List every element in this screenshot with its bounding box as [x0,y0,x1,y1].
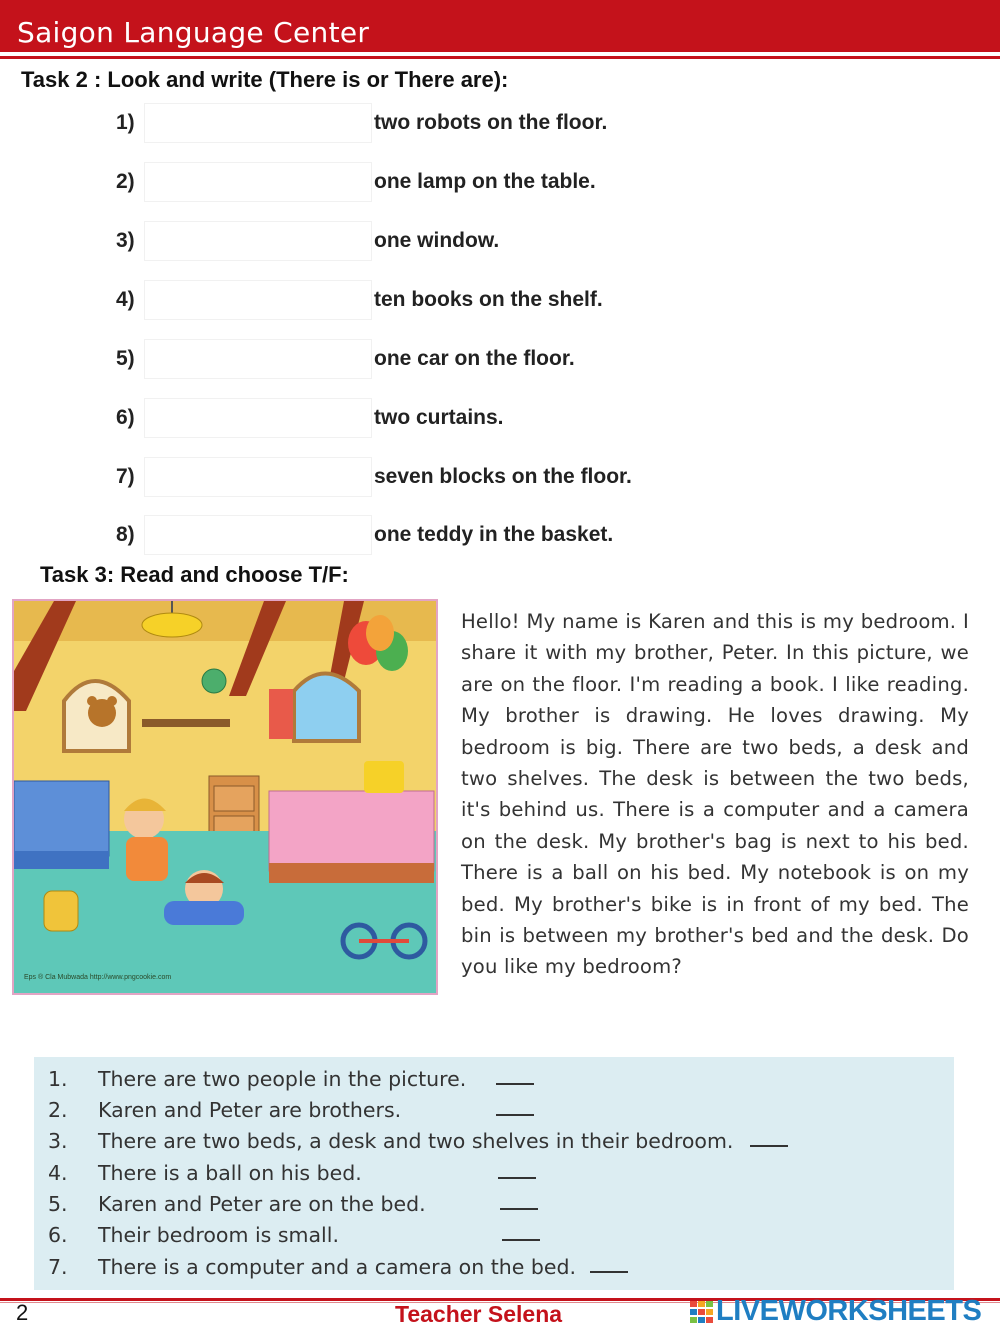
header-bar [0,0,1000,52]
statement-number: 7. [48,1255,68,1279]
task2-row [0,221,1000,261]
answer-blank-5[interactable] [500,1208,538,1210]
liveworksheets-mark-icon [690,1301,714,1323]
header-title: Saigon Language Center [17,16,370,49]
teacher-name: Teacher Selena [395,1301,563,1327]
answer-blank-2[interactable] [496,1114,534,1116]
answer-blank-1[interactable] [496,1083,534,1085]
statement-row [34,1063,954,1095]
statement-number: 3. [48,1129,68,1153]
task2-row [0,457,1000,497]
task3-title: Task 3: Read and choose T/F: [40,562,349,587]
task2-item-text: one lamp on the table. [374,170,596,193]
answer-input-2[interactable] [144,162,372,202]
statement-row [34,1157,954,1189]
answer-input-1[interactable] [144,103,372,143]
answer-blank-4[interactable] [498,1177,536,1179]
statement-row [34,1188,954,1220]
statement-number: 2. [48,1098,68,1122]
task2-row [0,280,1000,320]
task2-item-text: two robots on the floor. [374,111,608,134]
task2-item-text: one window. [374,229,500,252]
statement-number: 1. [48,1067,68,1091]
true-false-panel [34,1057,954,1290]
statement-text: There are two beds, a desk and two shelves in their bedroom. [98,1129,734,1153]
reading-passage: Hello! My name is Karen and this is my bedroom. I share it with my brother, Peter. In this picture, we are on the floor. I'm reading a book. I like reading. My brother is drawing. He loves drawing. My bedroom is big. There are two beds, a desk and two shelves. The desk is between the two beds, it's behind us. There is a computer and a camera on the desk. My brother's bag is next to his bed. There is a ball on his bed. My notebook is on my bed. My brother's bike is in front of my bed. The bin is between my brother's bed and the desk. Do you like my bedroom? [461,610,969,979]
statement-text: There are two people in the picture. [98,1067,467,1091]
task2-row [0,398,1000,438]
statement-number: 4. [48,1161,68,1185]
answer-input-3[interactable] [144,221,372,261]
task2-item-number: 4) [116,288,135,311]
task2-item-number: 2) [116,170,135,193]
task2-row [0,103,1000,143]
answer-input-7[interactable] [144,457,372,497]
answer-input-8[interactable] [144,515,372,555]
liveworksheets-text: LIVEWORKSHEETS [716,1295,982,1327]
statement-text: Karen and Peter are on the bed. [98,1192,426,1216]
statement-row [34,1125,954,1157]
statement-text: Karen and Peter are brothers. [98,1098,402,1122]
task2-item-number: 7) [116,465,135,488]
statement-text: There is a computer and a camera on the bed. [98,1255,577,1279]
answer-input-5[interactable] [144,339,372,379]
task2-item-text: one car on the floor. [374,347,575,370]
image-credit: Eps ® Cla Mubwada http://www.pngcookie.com [24,974,172,981]
task2-item-number: 3) [116,229,135,252]
statement-text: There is a ball on his bed. [98,1161,362,1185]
page-number: 2 [16,1300,29,1325]
answer-blank-7[interactable] [590,1271,628,1273]
answer-blank-6[interactable] [502,1239,540,1241]
statement-text: Their bedroom is small. [98,1223,339,1247]
task2-title: Task 2 : Look and write (There is or There are): [21,67,509,92]
task2-item-text: seven blocks on the floor. [374,465,632,488]
answer-blank-3[interactable] [750,1145,788,1147]
answer-input-6[interactable] [144,398,372,438]
task2-item-number: 8) [116,523,135,546]
bedroom-illustration [12,599,438,995]
task2-item-text: two curtains. [374,406,504,429]
task2-item-number: 5) [116,347,135,370]
statement-row [34,1251,954,1283]
task2-item-text: ten books on the shelf. [374,288,603,311]
task2-item-text: one teddy in the basket. [374,523,614,546]
statement-number: 6. [48,1223,68,1247]
task2-item-number: 1) [116,111,135,134]
statement-number: 5. [48,1192,68,1216]
task2-item-number: 6) [116,406,135,429]
statement-row [34,1094,954,1126]
task2-row [0,162,1000,202]
task2-row [0,515,1000,555]
task2-row [0,339,1000,379]
statement-row [34,1219,954,1251]
answer-input-4[interactable] [144,280,372,320]
header-divider [0,56,1000,59]
